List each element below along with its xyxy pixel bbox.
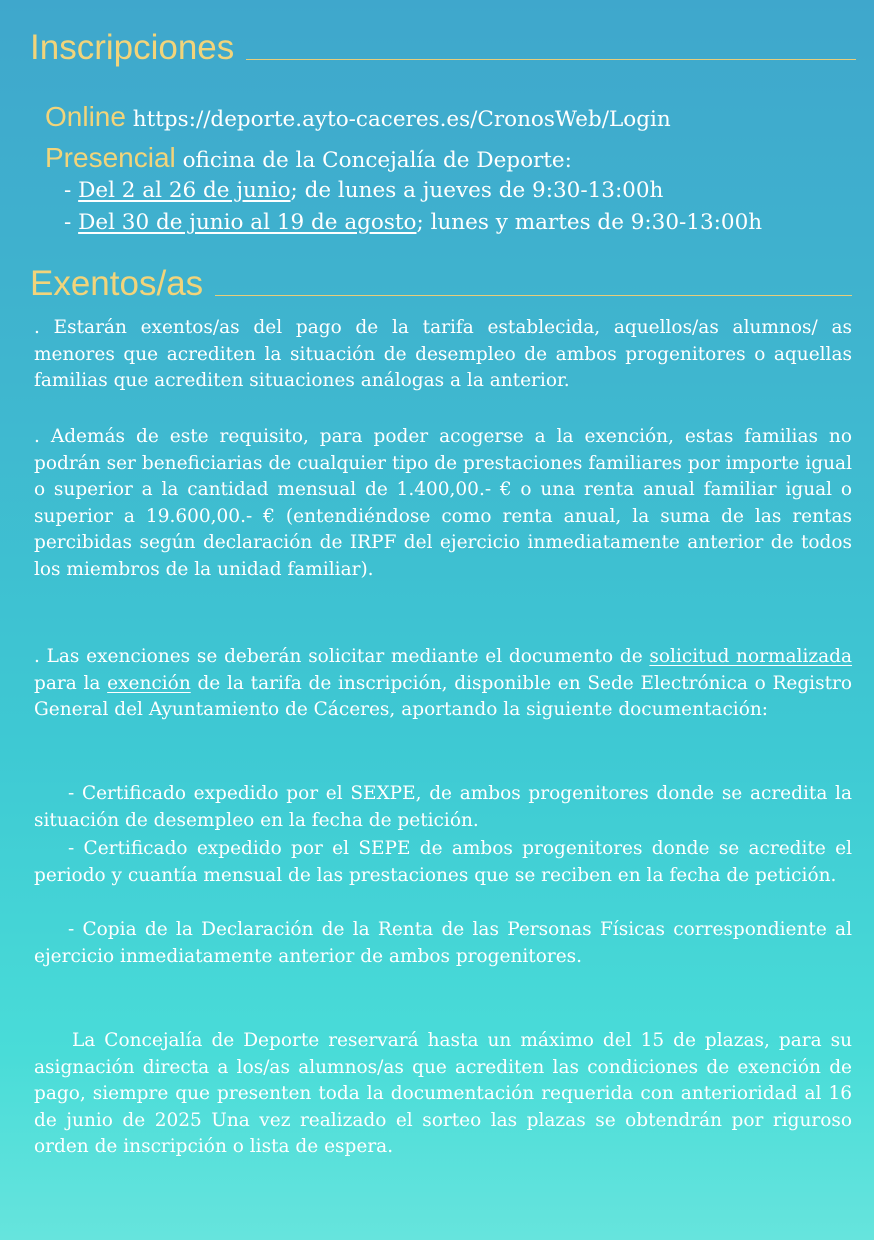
inscripciones-title: Inscripciones [30,28,235,67]
schedule-period: Del 30 de junio al 19 de agosto [78,210,417,235]
schedule-hours: ; lunes y martes de 9:30-13:00h [416,210,763,235]
presencial-line [45,143,572,176]
online-line [45,102,671,135]
online-url[interactable]: https://deporte.ayto-caceres.es/CronosWeb/Login [132,107,671,132]
inscripciones-heading [30,28,856,68]
exentos-title: Exentos/as [30,264,204,303]
document-item: - Certificado expedido por el SEXPE, de ambos progenitores donde se acredita la situación de desempleo en la fecha de petición. [34,783,852,831]
schedule-hours: ; de lunes a jueves de 9:30-13:00h [290,178,664,203]
schedule-item: - Del 30 de junio al 19 de agosto; lunes y martes de 9:30-13:00h [64,210,763,235]
heading-divider [215,295,852,296]
document-item: - Certificado expedido por el SEPE de ambos progenitores donde se acredite el periodo y cuantía mensual de las prestaciones que se reciben en la fecha de petición. [34,838,852,886]
presencial-label: Presencial [45,142,176,173]
exentos-paragraph-3: . Las exenciones se deberán solicitar mediante el documento de solicitud normalizada para la exención de la tarifa de inscripción, disponible en Sede Electrónica o Registro General del Ayuntamiento de Cáceres, aportando la siguiente documentación: [34,646,853,721]
exentos-paragraph-4: La Concejalía de Deporte reservará hasta un máximo del 15 de plazas, para su asignación directa a los/as alumnos/as que acrediten las condiciones de exención de pago, siempre que presenten toda la documentación requerida con anterioridad al 16 de junio de 2025 Una vez realizado el sorteo las plazas se obtendrán por riguroso orden de inscripción o lista de espera. [34,1030,852,1158]
exentos-heading [30,264,852,304]
document-item: - Copia de la Declaración de la Renta de las Personas Físicas correspondiente al ejercicio inmediatamente anterior de ambos progenitores. [34,919,852,967]
online-label: Online [45,101,126,132]
exentos-paragraph-2: . Además de este requisito, para poder acogerse a la exención, estas familias no podrán ser beneficiarias de cualquier tipo de prestaciones familiares por importe igual o superior a la cantidad mensual de 1.400,00.- € o una renta anual familiar igual o superior a 19.600,00.- € (entendiéndose como renta anual, la suma de las rentas percibidas según declaración de IRPF del ejercicio inmediatamente anterior de todos los miembros de la unidad familiar). [34,426,852,580]
exentos-paragraph-1: . Estarán exentos/as del pago de la tarifa establecida, aquellos/as alumnos/ as menores que acrediten la situación de desempleo de ambos progenitores o aquellas familias que acrediten situaciones análogas a la anterior. [34,317,852,392]
heading-divider [246,59,856,60]
presencial-text: oficina de la Concejalía de Deporte: [182,148,572,173]
schedule-period: Del 2 al 26 de junio [78,178,291,203]
schedule-item: - Del 2 al 26 de junio; de lunes a jueves de 9:30-13:00h [64,178,664,203]
exencion-link[interactable]: exención [107,672,191,694]
solicitud-link[interactable]: solicitud normalizada [649,646,853,667]
